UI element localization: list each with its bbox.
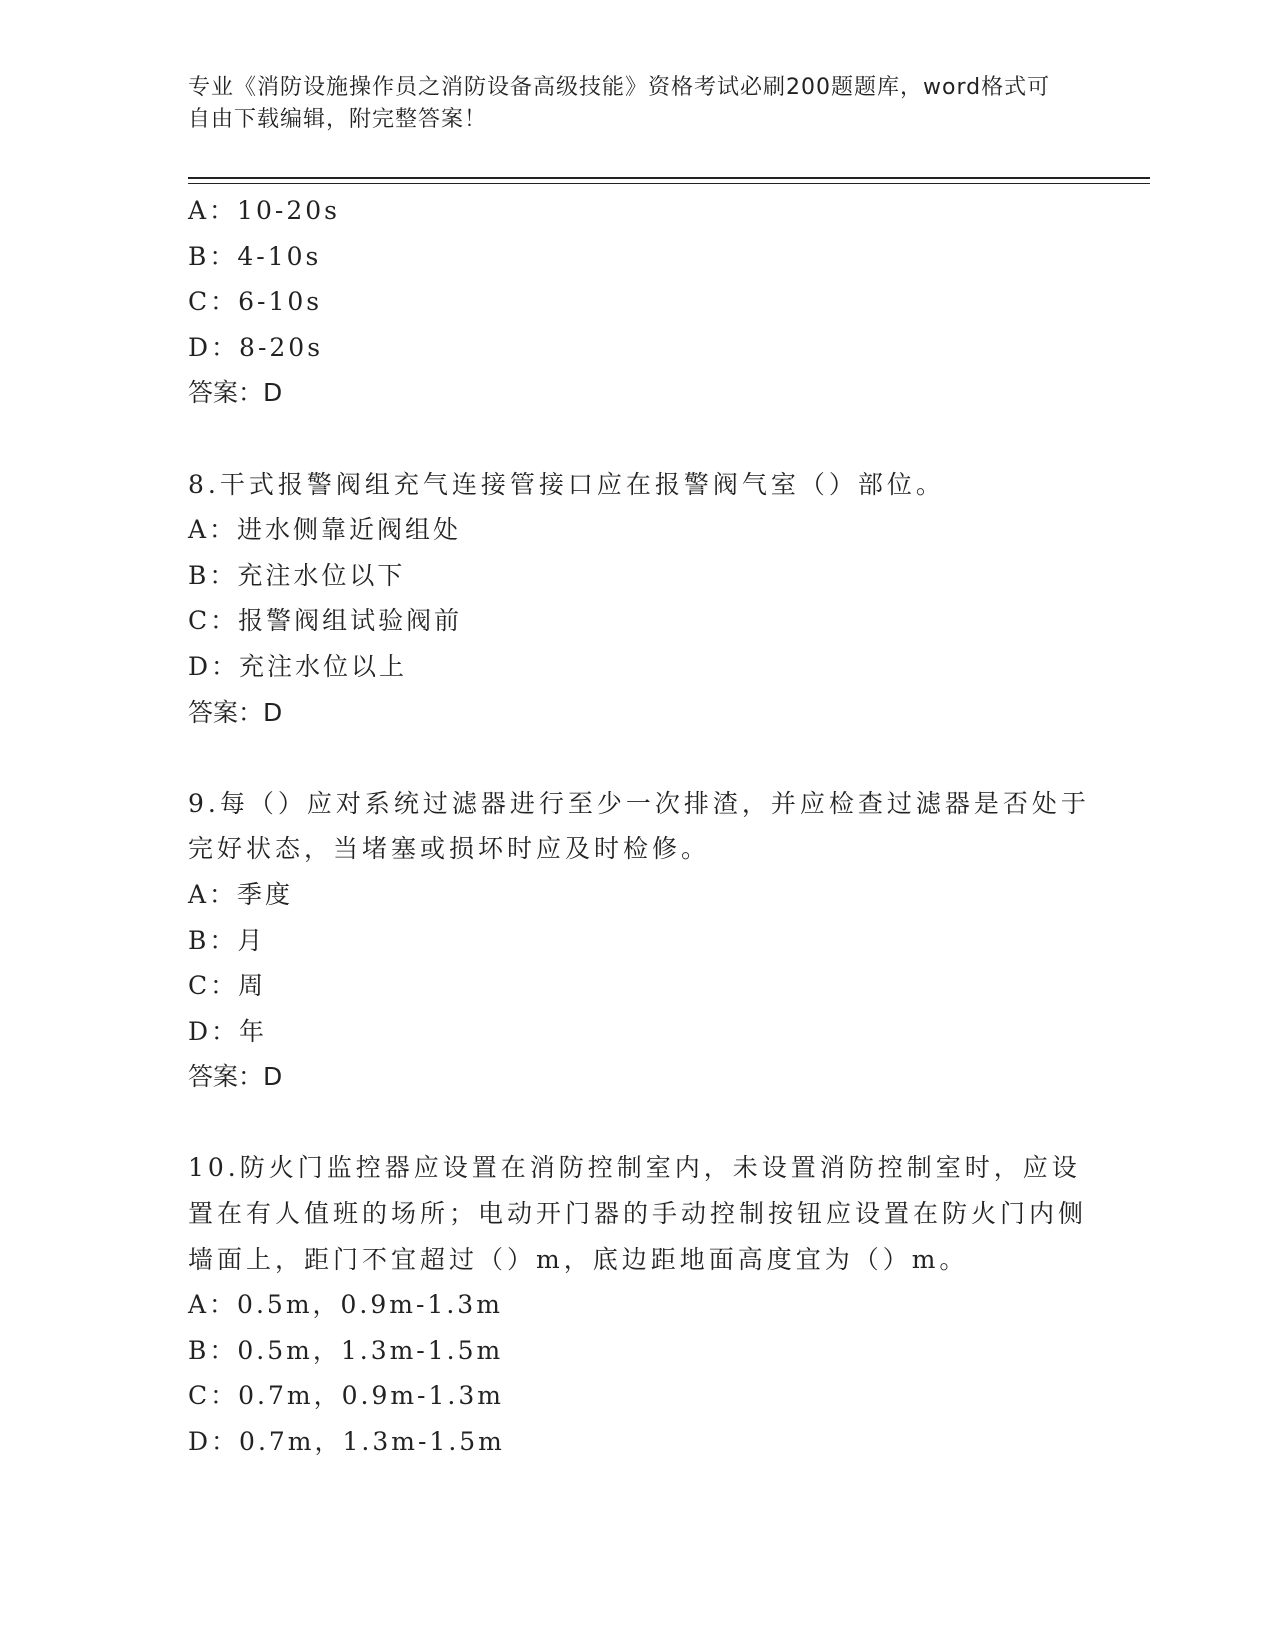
option-a: A：进水侧靠近阀组处 [188,515,462,545]
question-list [188,188,1108,1465]
header-rule-thin [188,183,1150,184]
question-10 [188,1145,1108,1464]
question-stem: 9.每（）应对系统过滤器进行至少一次排渣，并应检查过滤器是否处于完好状态，当堵塞或损坏时应及时检修。 [188,788,1090,864]
option-d: D：年 [188,1016,268,1046]
header-rule-thick [188,177,1150,179]
document-header: 专业《消防设施操作员之消防设备高级技能》资格考试必刷200题题库，word格式可自由下载编辑，附完整答案！ [188,75,1051,132]
answer-key: 答案：D [188,1062,283,1092]
prev-question-options [188,188,1108,416]
option-a: A：0.5m，0.9m-1.3m [188,1290,503,1320]
option-a: A：季度 [188,879,294,909]
question-stem: 10.防火门监控器应设置在消防控制室内，未设置消防控制室时，应设置在有人值班的场所；电动开门器的手动控制按钮应设置在防火门内侧墙面上，距门不宜超过（）m，底边距地面高度宜为（）m。 [188,1153,1088,1274]
option-d: D：8-20s [188,332,324,362]
answer-key: 答案：D [188,697,283,727]
option-d: D：0.7m，1.3m-1.5m [188,1427,505,1457]
question-stem: 8.干式报警阀组充气连接管接口应在报警阀气室（）部位。 [188,469,945,499]
option-c: C：0.7m，0.9m-1.3m [188,1381,504,1411]
question-9 [188,781,1108,1100]
question-8 [188,462,1108,736]
spacer [188,735,1108,781]
option-b: B：充注水位以下 [188,560,406,590]
option-a: A：10-20s [188,196,340,225]
option-c: C：报警阀组试验阀前 [188,606,463,636]
option-c: C：6-10s [188,287,323,317]
option-b: B：0.5m，1.3m-1.5m [188,1335,504,1365]
option-c: C：周 [188,971,267,1001]
option-b: B：月 [188,925,266,955]
option-d: D：充注水位以上 [188,651,408,681]
answer-key: 答案：D [188,378,283,408]
option-b: B：4-10s [188,241,322,271]
spacer [188,1100,1108,1146]
spacer [188,416,1108,462]
